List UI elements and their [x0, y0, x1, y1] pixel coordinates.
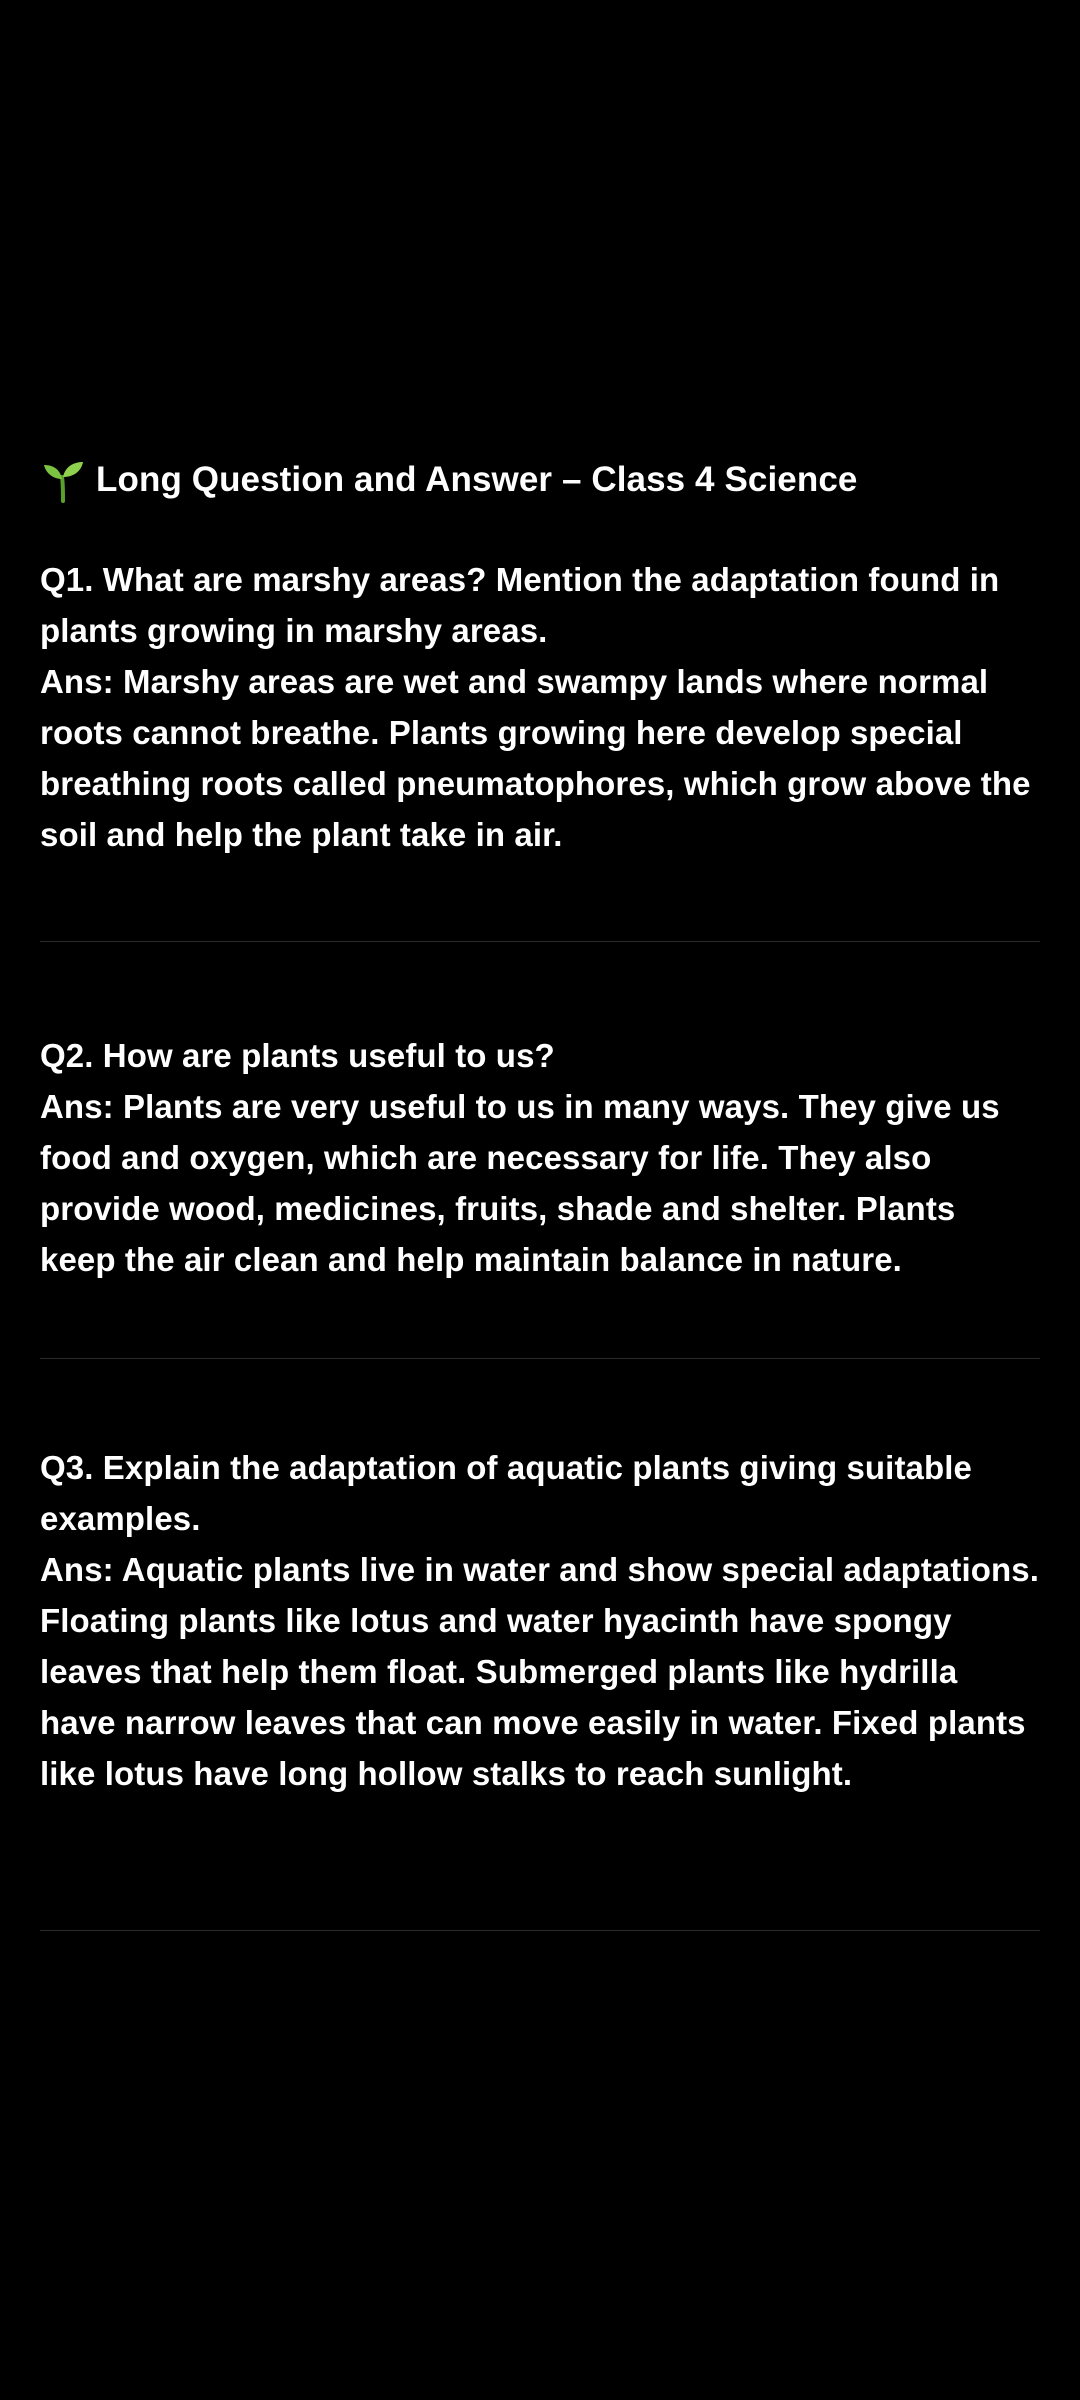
qa-item — [40, 1030, 1040, 1285]
page-title: Long Question and Answer – Class 4 Science — [96, 460, 858, 499]
question-text: Q1. What are marshy areas? Mention the adaptation found in plants growing in marshy areas. — [40, 561, 1000, 649]
answer-text: Ans: Aquatic plants live in water and show special adaptations. Floating plants like lotus and water hyacinth have spongy leaves that help them float. Submerged plants like hydrilla have narrow leaves that can move easily in water. Fixed plants like lotus have long hollow stalks to reach sunlight. — [40, 1551, 1039, 1792]
answer-text: Ans: Plants are very useful to us in many ways. They give us food and oxygen, which are necessary for life. They also provide wood, medicines, fruits, shade and shelter. Plants keep the air clean and help maintain balance in nature. — [40, 1088, 1000, 1278]
question-text: Q2. How are plants useful to us? — [40, 1037, 555, 1074]
qa-item — [40, 1442, 1040, 1799]
qa-item — [40, 554, 1040, 860]
divider — [40, 1358, 1040, 1359]
divider — [40, 1930, 1040, 1931]
answer-text: Ans: Marshy areas are wet and swampy lands where normal roots cannot breathe. Plants growing here develop special breathing roots called pneumatophores, which grow above the soil and help the plant take in air. — [40, 663, 1031, 853]
divider — [40, 941, 1040, 942]
qa-page — [40, 450, 1040, 1792]
question-text: Q3. Explain the adaptation of aquatic plants giving suitable examples. — [40, 1449, 972, 1537]
header — [40, 450, 1040, 510]
seedling-icon — [40, 457, 86, 503]
